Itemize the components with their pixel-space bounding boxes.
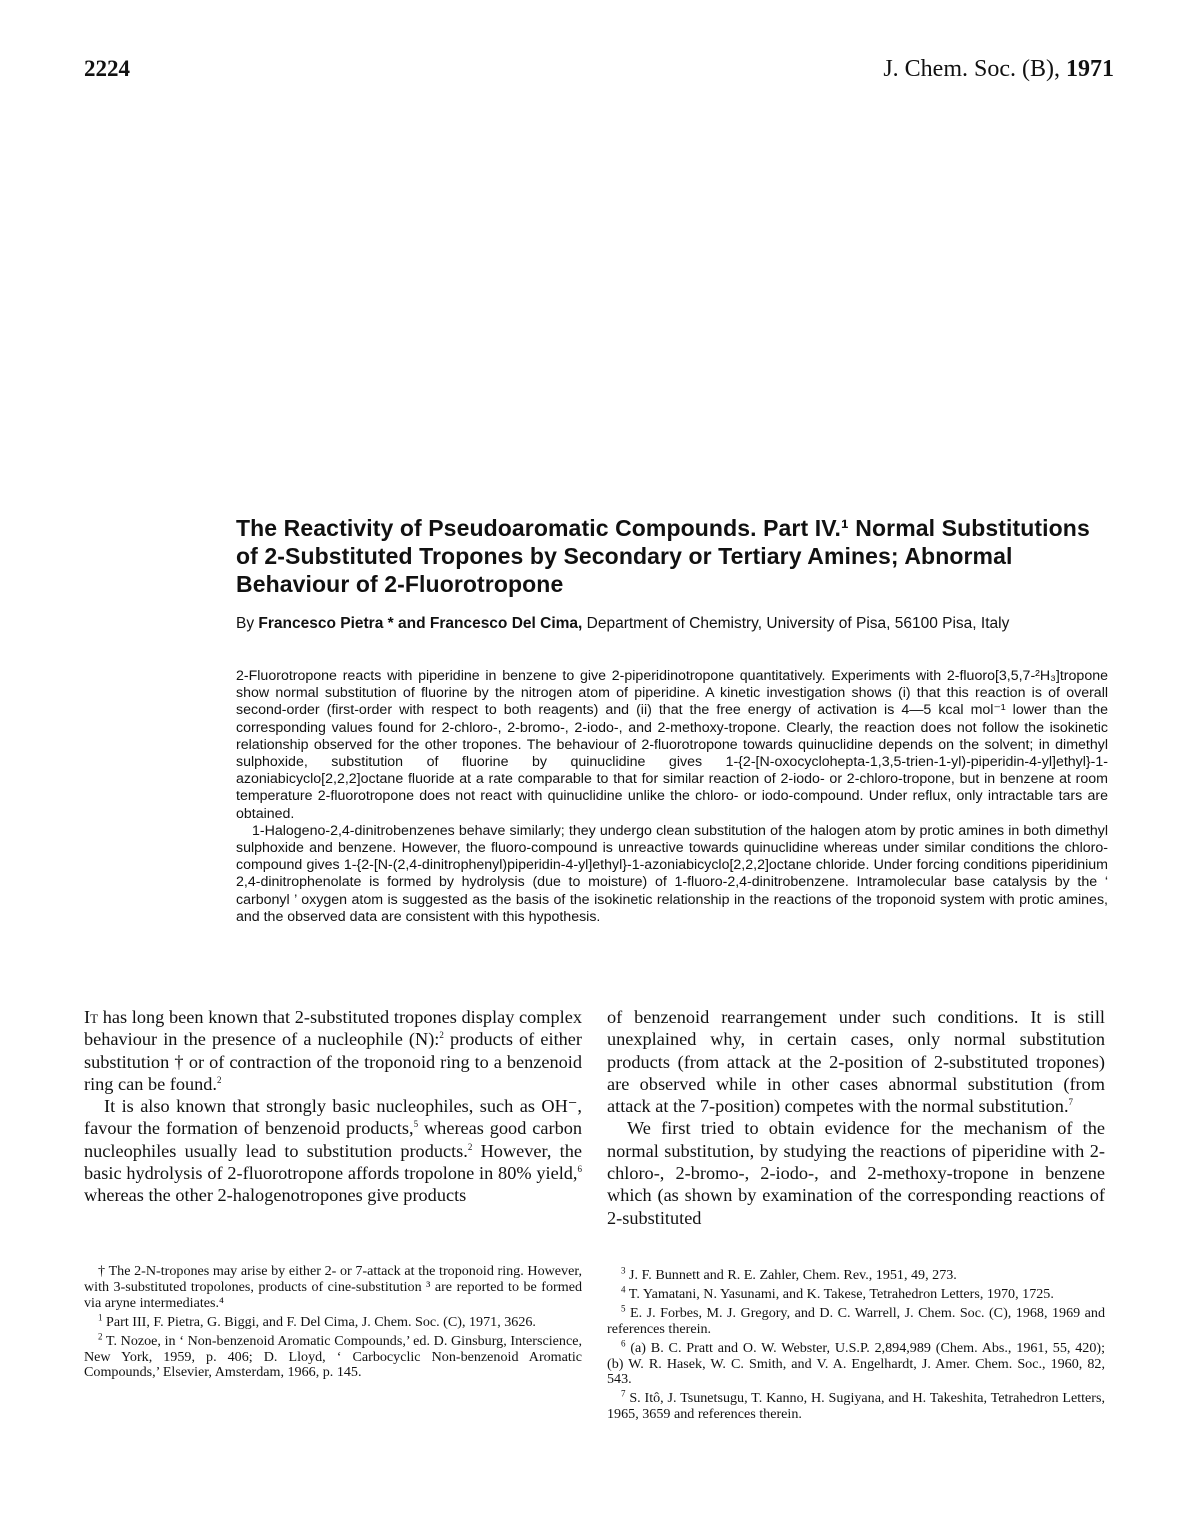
abstract <box>236 668 1108 926</box>
author-pietra: Francesco Pietra * <box>258 615 394 632</box>
footnote <box>607 1284 1105 1303</box>
title-block <box>236 514 1116 633</box>
body-paragraph-1 <box>84 1006 582 1095</box>
footnote-mark: 4 <box>621 1284 626 1295</box>
footnote-text: E. J. Forbes, M. J. Gregory, and D. C. Warrell, J. Chem. Soc. (C), 1968, 1969 and references therein. <box>607 1304 1105 1337</box>
footnote-text: S. Itô, J. Tsunetsugu, T. Kanno, H. Sugiyana, and H. Takeshita, Tetrahedron Letters, 1965, 3659 and references therein. <box>607 1390 1105 1423</box>
ref-mark: 7 <box>1068 1097 1074 1108</box>
authors-prefix: By <box>236 615 255 632</box>
footnote-mark: 1 <box>98 1312 103 1323</box>
body-text: whereas the other 2-halogenotropones give products <box>84 1185 467 1206</box>
ref-mark: 2 <box>439 1030 444 1041</box>
footnote <box>84 1330 582 1382</box>
body-paragraph-2 <box>84 1095 582 1206</box>
footnote-text: (a) B. C. Pratt and O. W. Webster, U.S.P. 2,894,989 (Chem. Abs., 1961, 55, 420); (b) W. R. Hasek, W. C. Smith, and V. A. Engelhardt, J. Amer. Chem. Soc., 1960, 82, 543. <box>607 1339 1105 1388</box>
body-paragraph-4: We first tried to obtain evidence for the mechanism of the normal substitution, by studying the reactions of piperidine with 2-chloro-, 2-bromo-, 2-iodo-, and 2-methoxy-tropone in benzene which (as shown by examination of the corresponding reactions of 2-substituted <box>607 1118 1105 1228</box>
ref-mark: 2 <box>217 1074 222 1085</box>
authors-and: and <box>397 615 426 632</box>
footnote-text: Part III, F. Pietra, G. Biggi, and F. Del Cima, J. Chem. Soc. (C), 1971, 3626. <box>106 1313 536 1330</box>
footnotes-right <box>607 1265 1105 1423</box>
footnote-mark: 7 <box>621 1388 626 1399</box>
body-text: or of contraction of the troponoid ring to a benzenoid ring can be found. <box>84 1051 583 1094</box>
article-title: The Reactivity of Pseudoaromatic Compounds. Part IV.¹ Normal Substitutions of 2-Substituted Tropones by Secondary or Tertiary Amines; Abnormal Behaviour of 2-Fluorotropone <box>236 515 1090 597</box>
body-text: whereas good carbon nucleophiles usually lead to substitution products. <box>84 1118 582 1161</box>
ref-mark: 2 <box>467 1141 473 1152</box>
footnote <box>607 1303 1105 1338</box>
body-text: has long been known that 2-substituted tropones display complex behaviour in the presence of a nucleophile (N): <box>84 1007 582 1050</box>
footnote-mark: 3 <box>621 1265 626 1276</box>
footnote <box>607 1265 1105 1284</box>
lead-word: It <box>84 1007 99 1027</box>
abstract-paragraph-2: 1-Halogeno-2,4-dinitrobenzenes behave similarly; they undergo clean substitution of the halogen atom by protic amines in both dimethyl sulphoxide and benzene. However, the fluoro-compound is unreactive towards quinuclidine whereas under similar conditions the chloro-compound gives 1-{2-[N-(2,4-dinitrophenyl)piperidin-4-yl]ethyl}-1-azoniabicyclo[2,2,2]octane chloride. Under forcing conditions piperidinium 2,4-dinitrophenolate is formed by hydrolysis (due to moisture) of 1-fluoro-2,4-dinitrobenzene. Intramolecular base catalysis by the ‘ carbonyl ’ oxygen atom is suggested as the basis of the isokinetic relationship in the reactions of the troponoid system with protic amines, and the observed data are consistent with this hypothesis. <box>236 822 1108 925</box>
footnote <box>84 1312 582 1331</box>
ref-mark: 5 <box>413 1119 419 1130</box>
footnote-mark: † <box>174 1051 184 1072</box>
body-column-right <box>607 1006 1105 1229</box>
journal-year: 1971 <box>1066 56 1114 82</box>
body-text: It is also known that strongly basic nucleophiles, such as OH⁻, favour the formation of benzenoid products, <box>84 1096 582 1139</box>
footnote <box>84 1264 582 1312</box>
footnote-text: T. Nozoe, in ‘ Non-benzenoid Aromatic Compounds,’ ed. D. Ginsburg, Interscience, New York, 1959, p. 406; D. Lloyd, ‘ Carbocyclic Non-benzenoid Aromatic Compounds,’ Elsevier, Amsterdam, 1966, p. 145. <box>84 1332 582 1381</box>
ref-mark: 6 <box>577 1163 582 1174</box>
footnote-text: J. F. Bunnett and R. E. Zahler, Chem. Rev., 1951, 49, 273. <box>629 1267 957 1283</box>
footnote-text: The 2-N-tropones may arise by either 2- or 7-attack at the troponoid ring. However, with 3-substituted tropolones, products of cine-substitution ³ are reported to be formed via aryne intermediates.⁴ <box>84 1263 582 1311</box>
footnotes-left <box>84 1264 582 1381</box>
body-paragraph-3 <box>607 1006 1105 1117</box>
abstract-paragraph-1: 2-Fluorotropone reacts with piperidine in benzene to give 2-piperidinotropone quantitatively. Experiments with 2-fluoro[3,5,7-²H₃]tropone show normal substitution of fluorine by the nitrogen atom of piperidine. A kinetic investigation shows (i) that this reaction is of overall second-order (first-order with respect to both reagents) and (ii) that the free energy of activation is 4—5 kcal mol⁻¹ lower than the corresponding values found for 2-chloro-, 2-bromo-, 2-iodo-, and 2-methoxy-tropone. Clearly, the reaction does not follow the isokinetic relationship observed for the other tropones. The behaviour of 2-fluorotropone towards quinuclidine depends on the solvent; in dimethyl sulphoxide, substitution of fluorine by quinuclidine gives 1-{2-[N-oxocyclohepta-1,3,5-trien-1-yl)-piperidin-4-yl]ethyl}-1-azoniabicyclo[2,2,2]octane fluoride at a rate comparable to that for similar reaction of 2-iodo- or 2-chloro-tropone, but in benzene at room temperature 2-fluorotropone does not react with quinuclidine unlike the chloro- or iodo-compound. Under reflux, only intractable tars are obtained. <box>236 668 1108 822</box>
footnote-mark: 5 <box>621 1303 626 1314</box>
footnote <box>607 1337 1105 1389</box>
footnote-text: T. Yamatani, N. Yasunami, and K. Takese, Tetrahedron Letters, 1970, 1725. <box>628 1285 1054 1302</box>
footnote-mark: † <box>98 1263 106 1279</box>
journal-name: J. Chem. Soc. (B), <box>883 56 1060 82</box>
journal-citation <box>883 56 1114 83</box>
body-column-left <box>84 1006 582 1207</box>
page-number: 2224 <box>84 56 130 81</box>
footnote-mark: 2 <box>98 1330 103 1341</box>
affiliation: Department of Chemistry, University of Pisa, 56100 Pisa, Italy <box>586 615 1010 632</box>
author-del-cima: Francesco Del Cima, <box>429 615 583 632</box>
footnote-mark: 6 <box>621 1337 626 1348</box>
author-line <box>236 614 1116 633</box>
body-text: However, the basic hydrolysis of 2-fluorotropone affords tropolone in 80% yield, <box>84 1140 582 1184</box>
body-text: products of either substitution <box>84 1029 582 1072</box>
body-text: of benzenoid rearrangement under such conditions. It is still unexplained why, in certain cases, only normal substitution products (from attack at the 2-position of 2-substituted tropones) are observed while in other cases abnormal substitution (from attack at the 7-position) competes with the normal substitution. <box>607 1007 1105 1117</box>
footnote <box>607 1388 1105 1423</box>
